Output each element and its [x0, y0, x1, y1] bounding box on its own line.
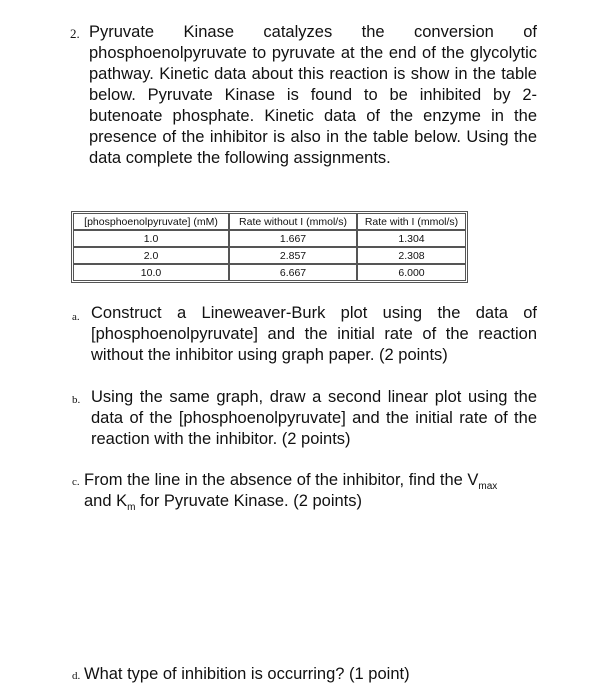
header-rate-without-inhibitor: Rate without I (mmol/s) — [229, 213, 357, 230]
part-c-letter: c. — [72, 476, 80, 488]
table-cell: 1.667 — [229, 230, 357, 247]
question-number: 2. — [70, 26, 80, 41]
table-cell: 10.0 — [73, 264, 229, 281]
part-c-text — [84, 470, 544, 512]
table-cell: 6.667 — [229, 264, 357, 281]
table-row — [73, 230, 466, 247]
table-cell: 1.304 — [357, 230, 466, 247]
table-cell: 6.000 — [357, 264, 466, 281]
part-b-letter: b. — [72, 394, 81, 406]
part-b-text: Using the same graph, draw a second linear plot using the data of the [phosphoenolpyruvate] and the initial rate of the reaction with the inhibitor. (2 points) — [91, 388, 537, 448]
table-cell: 2.308 — [357, 247, 466, 264]
part-c-text-2: and K — [84, 492, 128, 510]
table-row — [73, 247, 466, 264]
table-cell: 2.0 — [73, 247, 229, 264]
kinetic-data-table — [71, 211, 468, 283]
part-a-text: Construct a Lineweaver-Burk plot using the data of [phosphoenolpyruvate] and the initial rate of the reaction without the inhibitor using graph paper. (2 points) — [91, 304, 537, 364]
table-row — [73, 264, 466, 281]
part-c-text-1: From the line in the absence of the inhibitor, find the V — [84, 471, 479, 489]
table-cell: 2.857 — [229, 247, 357, 264]
part-d-text: What type of inhibition is occurring? (1 point) — [84, 665, 410, 683]
table-header-row — [73, 213, 466, 230]
header-substrate-concentration: [phosphoenolpyruvate] (mM) — [73, 213, 229, 230]
part-d-letter: d. — [72, 670, 81, 682]
part-a-letter: a. — [72, 311, 80, 323]
table-cell: 1.0 — [73, 230, 229, 247]
vmax-subscript: max — [478, 481, 498, 492]
question-text: Pyruvate Kinase catalyzes the conversion of phosphoenolpyruvate to pyruvate at the end of the glycolytic pathway. Kinetic data about this reaction is show in the table below. Pyruvate Kinase is found to be inhibited by 2-butenoate phosphate. Kinetic data of the enzyme in the presence of the inhibitor is also in the table below. Using the data complete the following assignments. — [89, 23, 537, 167]
header-rate-with-inhibitor: Rate with I (mmol/s) — [357, 213, 466, 230]
km-subscript: m — [127, 502, 136, 513]
part-c-text-3: for Pyruvate Kinase. (2 points) — [135, 492, 362, 510]
